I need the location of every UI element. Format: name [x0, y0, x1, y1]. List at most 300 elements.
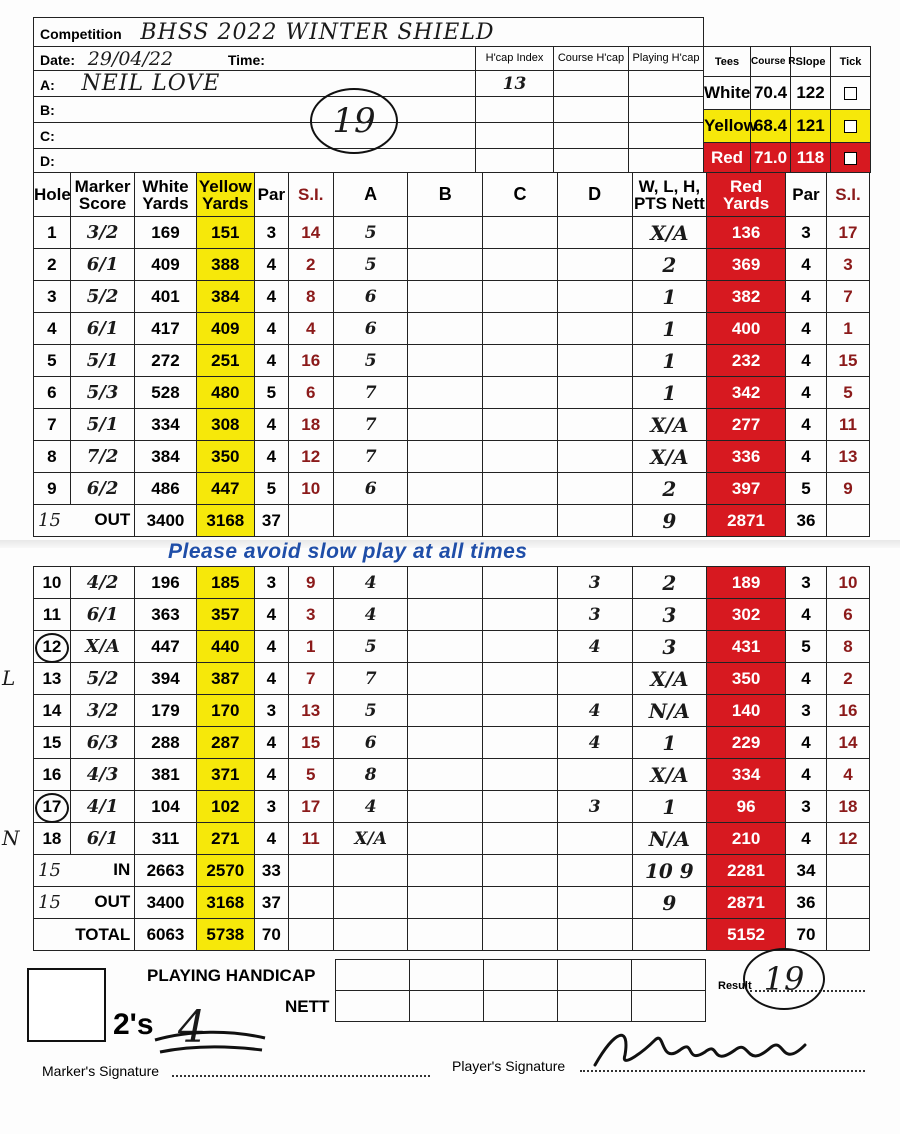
par-total: 33 — [254, 855, 288, 887]
red-par: 5 — [785, 473, 826, 505]
points-nett[interactable]: 3 — [632, 599, 707, 631]
tee-red-tick[interactable] — [844, 152, 857, 165]
front-nine-table — [33, 172, 870, 537]
player-c-score[interactable] — [483, 473, 558, 505]
player-b-score[interactable] — [408, 695, 483, 727]
red-yards: 400 — [707, 313, 786, 345]
player-d-score[interactable]: 3 — [557, 791, 632, 823]
red-yards: 336 — [707, 441, 786, 473]
white-yards: 272 — [135, 345, 196, 377]
blank — [288, 887, 333, 919]
marker-score[interactable]: 5/1 — [70, 345, 134, 377]
playing-hcap-label: Playing H'cap — [629, 47, 704, 71]
player-b-score[interactable] — [408, 823, 483, 855]
player-d-score[interactable] — [557, 441, 632, 473]
player-total[interactable] — [557, 855, 632, 887]
white-total: 3400 — [135, 887, 196, 919]
column-header: Yellow Yards — [196, 173, 254, 217]
player-b-score[interactable] — [408, 473, 483, 505]
tee-white-rating: 70.4 — [751, 77, 791, 110]
column-header: A — [333, 173, 408, 217]
player-b-score[interactable] — [408, 441, 483, 473]
player-a-score[interactable]: 5 — [333, 249, 408, 281]
slope-header: Slope — [791, 47, 831, 77]
player-d-score[interactable]: 4 — [557, 631, 632, 663]
player-b-score[interactable] — [408, 281, 483, 313]
red-par: 4 — [785, 377, 826, 409]
player-b-score[interactable] — [408, 759, 483, 791]
player-c-score[interactable] — [483, 823, 558, 855]
white-total: 3400 — [135, 505, 196, 537]
hole-row — [34, 631, 870, 663]
par: 4 — [254, 823, 288, 855]
par-total: 70 — [254, 919, 288, 951]
points-nett[interactable]: N/A — [632, 695, 707, 727]
points-nett[interactable]: N/A — [632, 823, 707, 855]
red-par: 4 — [785, 345, 826, 377]
time-label: Time: — [227, 51, 265, 68]
hole-number: 13 — [34, 663, 71, 695]
player-a-score[interactable]: X/A — [333, 823, 408, 855]
course-rating-header: Course R — [751, 47, 791, 77]
player-d-score[interactable] — [557, 249, 632, 281]
points-nett[interactable]: 3 — [632, 631, 707, 663]
yellow-yards: 480 — [196, 377, 254, 409]
player-total[interactable] — [557, 505, 632, 537]
column-header: D — [557, 173, 632, 217]
yellow-yards: 151 — [196, 217, 254, 249]
marker-score[interactable]: 6/3 — [70, 727, 134, 759]
yellow-yards: 251 — [196, 345, 254, 377]
player-c-score[interactable] — [483, 249, 558, 281]
player-c-score[interactable] — [483, 695, 558, 727]
player-c-score[interactable] — [483, 759, 558, 791]
points-nett[interactable]: 2 — [632, 249, 707, 281]
player-total[interactable] — [333, 855, 408, 887]
red-total: 2871 — [707, 505, 786, 537]
player-total[interactable] — [483, 855, 558, 887]
result-circle — [743, 948, 825, 1010]
stroke-index: 16 — [288, 345, 333, 377]
red-yards: 342 — [707, 377, 786, 409]
red-par: 4 — [785, 281, 826, 313]
white-yards: 401 — [135, 281, 196, 313]
player-total[interactable] — [333, 919, 408, 951]
marker-score[interactable]: 5/1 — [70, 409, 134, 441]
player-b-score[interactable] — [408, 567, 483, 599]
white-yards: 196 — [135, 567, 196, 599]
points-total[interactable] — [632, 919, 707, 951]
player-total[interactable] — [408, 887, 483, 919]
summary-label — [34, 855, 135, 887]
marker-score[interactable]: 5/2 — [70, 663, 134, 695]
hole-circle-mark — [35, 633, 69, 663]
yellow-yards: 287 — [196, 727, 254, 759]
player-b-score[interactable] — [408, 631, 483, 663]
player-b-score[interactable] — [408, 727, 483, 759]
stroke-index: 5 — [288, 759, 333, 791]
red-stroke-index: 10 — [826, 567, 869, 599]
marker-score[interactable]: 5/2 — [70, 281, 134, 313]
player-a-score[interactable]: 5 — [333, 631, 408, 663]
total-row — [34, 919, 870, 951]
stroke-index: 9 — [288, 567, 333, 599]
stroke-index: 3 — [288, 599, 333, 631]
red-yards: 431 — [707, 631, 786, 663]
red-stroke-index: 4 — [826, 759, 869, 791]
points-nett[interactable]: X/A — [632, 759, 707, 791]
hole-row — [34, 759, 870, 791]
marker-score[interactable]: 6/1 — [70, 313, 134, 345]
player-total[interactable] — [483, 505, 558, 537]
stroke-index: 2 — [288, 249, 333, 281]
hole-row — [34, 567, 870, 599]
player-b-score[interactable] — [408, 791, 483, 823]
slow-play-notice: Please avoid slow play at all times — [168, 540, 528, 563]
white-yards: 417 — [135, 313, 196, 345]
red-par: 4 — [785, 663, 826, 695]
blank — [826, 505, 869, 537]
column-header: Par — [254, 173, 288, 217]
player-d-score[interactable] — [557, 345, 632, 377]
marker-score[interactable]: 6/1 — [70, 249, 134, 281]
red-stroke-index: 17 — [826, 217, 869, 249]
yellow-total: 3168 — [196, 505, 254, 537]
yellow-total: 3168 — [196, 887, 254, 919]
out-row2 — [34, 887, 870, 919]
column-header: Marker Score — [70, 173, 134, 217]
points-nett[interactable]: 1 — [632, 345, 707, 377]
player-c-score[interactable] — [483, 217, 558, 249]
player-total[interactable] — [557, 887, 632, 919]
player-b-score[interactable] — [408, 217, 483, 249]
hcap-index-value: 13 — [476, 71, 554, 97]
par-total: 37 — [254, 887, 288, 919]
red-par: 4 — [785, 441, 826, 473]
player-c-score[interactable] — [483, 313, 558, 345]
marker-score[interactable]: 5/3 — [70, 377, 134, 409]
white-total: 6063 — [135, 919, 196, 951]
points-nett[interactable]: X/A — [632, 409, 707, 441]
red-par-total: 70 — [785, 919, 826, 951]
player-a-score[interactable]: 6 — [333, 281, 408, 313]
player-total[interactable] — [483, 887, 558, 919]
white-yards: 334 — [135, 409, 196, 441]
points-nett[interactable]: X/A — [632, 663, 707, 695]
player-b-score[interactable] — [408, 599, 483, 631]
marker-score[interactable]: 4/3 — [70, 759, 134, 791]
hole-row — [34, 313, 870, 345]
playing-handicap-label: PLAYING HANDICAP — [147, 966, 316, 985]
red-stroke-index: 8 — [826, 631, 869, 663]
hole-row — [34, 663, 870, 695]
marker-box[interactable] — [27, 968, 106, 1042]
stroke-index: 18 — [288, 409, 333, 441]
player-a-score[interactable]: 5 — [333, 695, 408, 727]
red-yards: 210 — [707, 823, 786, 855]
player-a-score[interactable]: 4 — [333, 599, 408, 631]
red-yards: 140 — [707, 695, 786, 727]
red-yards: 397 — [707, 473, 786, 505]
hole-number: 2 — [34, 249, 71, 281]
hole-number: 9 — [34, 473, 71, 505]
red-stroke-index: 3 — [826, 249, 869, 281]
red-par: 3 — [785, 791, 826, 823]
player-c-score[interactable] — [483, 663, 558, 695]
player-c-score[interactable] — [483, 441, 558, 473]
player-a-score[interactable]: 5 — [333, 217, 408, 249]
marker-score[interactable]: 3/2 — [70, 217, 134, 249]
player-b-label: B: — [40, 101, 55, 118]
player-d-score[interactable]: 4 — [557, 695, 632, 727]
red-stroke-index: 2 — [826, 663, 869, 695]
red-total: 2281 — [707, 855, 786, 887]
points-total[interactable]: 10 9 — [632, 855, 707, 887]
player-a-score[interactable]: 6 — [333, 313, 408, 345]
red-stroke-index: 12 — [826, 823, 869, 855]
red-yards: 350 — [707, 663, 786, 695]
hole-row — [34, 377, 870, 409]
marker-signature-scribble — [150, 1020, 270, 1080]
par: 4 — [254, 759, 288, 791]
tee-white-tick[interactable] — [844, 87, 857, 100]
date-label: Date: — [40, 51, 76, 68]
white-yards: 394 — [135, 663, 196, 695]
player-a-score[interactable]: 6 — [333, 473, 408, 505]
points-nett[interactable]: 2 — [632, 473, 707, 505]
player-d-score[interactable]: 4 — [557, 727, 632, 759]
yellow-yards: 350 — [196, 441, 254, 473]
par-total: 37 — [254, 505, 288, 537]
hole-circle-mark — [35, 793, 69, 823]
hole-number: 1 — [34, 217, 71, 249]
stroke-index: 10 — [288, 473, 333, 505]
par: 3 — [254, 217, 288, 249]
red-yards: 96 — [707, 791, 786, 823]
hcap-index-label: H'cap Index — [476, 47, 554, 71]
stroke-index: 15 — [288, 727, 333, 759]
player-c-score[interactable] — [483, 567, 558, 599]
par: 4 — [254, 599, 288, 631]
player-c-label: C: — [40, 127, 55, 144]
stroke-index: 13 — [288, 695, 333, 727]
player-total[interactable] — [408, 505, 483, 537]
player-total[interactable] — [408, 855, 483, 887]
summary-label — [34, 505, 135, 537]
par: 3 — [254, 695, 288, 727]
player-b-score[interactable] — [408, 663, 483, 695]
marker-score[interactable]: 6/1 — [70, 823, 134, 855]
red-par: 5 — [785, 631, 826, 663]
player-d-score[interactable] — [557, 663, 632, 695]
hole-number: 5 — [34, 345, 71, 377]
player-a-score[interactable]: 4 — [333, 791, 408, 823]
points-nett[interactable]: 1 — [632, 377, 707, 409]
white-total: 2663 — [135, 855, 196, 887]
player-total[interactable] — [408, 919, 483, 951]
par: 4 — [254, 663, 288, 695]
player-d-score[interactable] — [557, 313, 632, 345]
red-par: 4 — [785, 759, 826, 791]
stroke-index: 1 — [288, 631, 333, 663]
red-par: 3 — [785, 217, 826, 249]
marker-score[interactable]: 6/2 — [70, 473, 134, 505]
player-b-score[interactable] — [408, 377, 483, 409]
par: 4 — [254, 441, 288, 473]
par: 5 — [254, 473, 288, 505]
player-b-score[interactable] — [408, 313, 483, 345]
hole-row — [34, 727, 870, 759]
back-nine-table — [33, 566, 870, 951]
blank — [288, 855, 333, 887]
player-total[interactable] — [333, 505, 408, 537]
yellow-yards: 357 — [196, 599, 254, 631]
red-stroke-index: 16 — [826, 695, 869, 727]
yellow-yards: 271 — [196, 823, 254, 855]
hole-row — [34, 599, 870, 631]
hole-number: 8 — [34, 441, 71, 473]
in-row — [34, 855, 870, 887]
yellow-yards: 102 — [196, 791, 254, 823]
blank — [288, 919, 333, 951]
summary-marker-total: 15 — [38, 860, 61, 881]
red-stroke-index: 15 — [826, 345, 869, 377]
player-a-score[interactable]: 5 — [333, 345, 408, 377]
marker-score[interactable]: X/A — [70, 631, 134, 663]
player-b-score[interactable] — [408, 409, 483, 441]
points-nett[interactable]: 1 — [632, 727, 707, 759]
player-a-score[interactable]: 7 — [333, 377, 408, 409]
player-a-score[interactable]: 4 — [333, 567, 408, 599]
player-d-score[interactable] — [557, 409, 632, 441]
white-yards: 384 — [135, 441, 196, 473]
player-d-score[interactable] — [557, 759, 632, 791]
player-a-score[interactable]: 6 — [333, 727, 408, 759]
marker-score[interactable]: 3/2 — [70, 695, 134, 727]
tee-red-slope: 118 — [791, 143, 831, 173]
player-a-score[interactable]: 7 — [333, 441, 408, 473]
hole-number: 7 — [34, 409, 71, 441]
red-stroke-index: 9 — [826, 473, 869, 505]
player-c-score[interactable] — [483, 791, 558, 823]
points-nett[interactable]: 1 — [632, 281, 707, 313]
points-nett[interactable]: X/A — [632, 441, 707, 473]
red-yards: 189 — [707, 567, 786, 599]
player-d-score[interactable]: 3 — [557, 567, 632, 599]
par: 3 — [254, 567, 288, 599]
par: 4 — [254, 249, 288, 281]
white-yards: 447 — [135, 631, 196, 663]
player-b-score[interactable] — [408, 345, 483, 377]
points-nett[interactable]: 1 — [632, 313, 707, 345]
hole-number: 4 — [34, 313, 71, 345]
blank — [288, 505, 333, 537]
summary-label-text: OUT — [94, 510, 131, 529]
red-stroke-index: 1 — [826, 313, 869, 345]
tee-white-name: White — [704, 77, 751, 110]
hole-row — [34, 791, 870, 823]
player-d-score[interactable] — [557, 281, 632, 313]
marker-score[interactable]: 6/1 — [70, 599, 134, 631]
red-yards: 136 — [707, 217, 786, 249]
par: 4 — [254, 409, 288, 441]
summary-label-text: OUT — [94, 892, 131, 911]
red-total: 2871 — [707, 887, 786, 919]
red-yards: 232 — [707, 345, 786, 377]
player-d-score[interactable] — [557, 823, 632, 855]
player-d-score[interactable] — [557, 377, 632, 409]
hole-number: 15 — [34, 727, 71, 759]
hole-number: 14 — [34, 695, 71, 727]
stroke-index: 6 — [288, 377, 333, 409]
player-d-score[interactable] — [557, 217, 632, 249]
player-d-score[interactable]: 3 — [557, 599, 632, 631]
player-a-score[interactable]: 7 — [333, 409, 408, 441]
red-stroke-index: 7 — [826, 281, 869, 313]
white-yards: 179 — [135, 695, 196, 727]
red-yards: 334 — [707, 759, 786, 791]
tee-red-rating: 71.0 — [751, 143, 791, 173]
red-yards: 277 — [707, 409, 786, 441]
stroke-index: 17 — [288, 791, 333, 823]
player-c-score[interactable] — [483, 377, 558, 409]
hole-number: 6 — [34, 377, 71, 409]
player-a-score[interactable]: 7 — [333, 663, 408, 695]
nett-label: NETT — [285, 997, 330, 1016]
points-nett[interactable]: 1 — [632, 791, 707, 823]
hole-number: 11 — [34, 599, 71, 631]
player-a-score[interactable]: 8 — [333, 759, 408, 791]
points-total[interactable]: 9 — [632, 505, 707, 537]
red-par: 4 — [785, 599, 826, 631]
column-header: W, L, H, PTS Nett — [632, 173, 707, 217]
marker-score[interactable]: 7/2 — [70, 441, 134, 473]
points-nett[interactable]: 2 — [632, 567, 707, 599]
tick-header: Tick — [831, 47, 871, 77]
player-d-label: D: — [40, 152, 55, 169]
player-b-score[interactable] — [408, 249, 483, 281]
par: 4 — [254, 345, 288, 377]
player-signature-label: Player's Signature — [452, 1058, 566, 1074]
red-par: 4 — [785, 409, 826, 441]
marker-score[interactable]: 4/2 — [70, 567, 134, 599]
points-nett[interactable]: X/A — [632, 217, 707, 249]
player-c-score[interactable] — [483, 631, 558, 663]
player-c-score[interactable] — [483, 409, 558, 441]
marker-score[interactable]: 4/1 — [70, 791, 134, 823]
hole-row — [34, 217, 870, 249]
player-total[interactable] — [557, 919, 632, 951]
white-yards: 528 — [135, 377, 196, 409]
tee-yellow-tick[interactable] — [844, 120, 857, 133]
column-header: S.I. — [826, 173, 869, 217]
white-yards: 486 — [135, 473, 196, 505]
player-c-score[interactable] — [483, 599, 558, 631]
player-c-score[interactable] — [483, 727, 558, 759]
red-stroke-index: 6 — [826, 599, 869, 631]
points-total[interactable]: 9 — [632, 887, 707, 919]
red-yards: 369 — [707, 249, 786, 281]
player-c-score[interactable] — [483, 345, 558, 377]
player-total[interactable] — [483, 919, 558, 951]
twos-value: 4 — [178, 1002, 206, 1053]
player-total[interactable] — [333, 887, 408, 919]
red-stroke-index: 13 — [826, 441, 869, 473]
player-c-score[interactable] — [483, 281, 558, 313]
red-par-total: 36 — [785, 887, 826, 919]
result-value: 19 — [763, 960, 805, 998]
player-d-score[interactable] — [557, 473, 632, 505]
